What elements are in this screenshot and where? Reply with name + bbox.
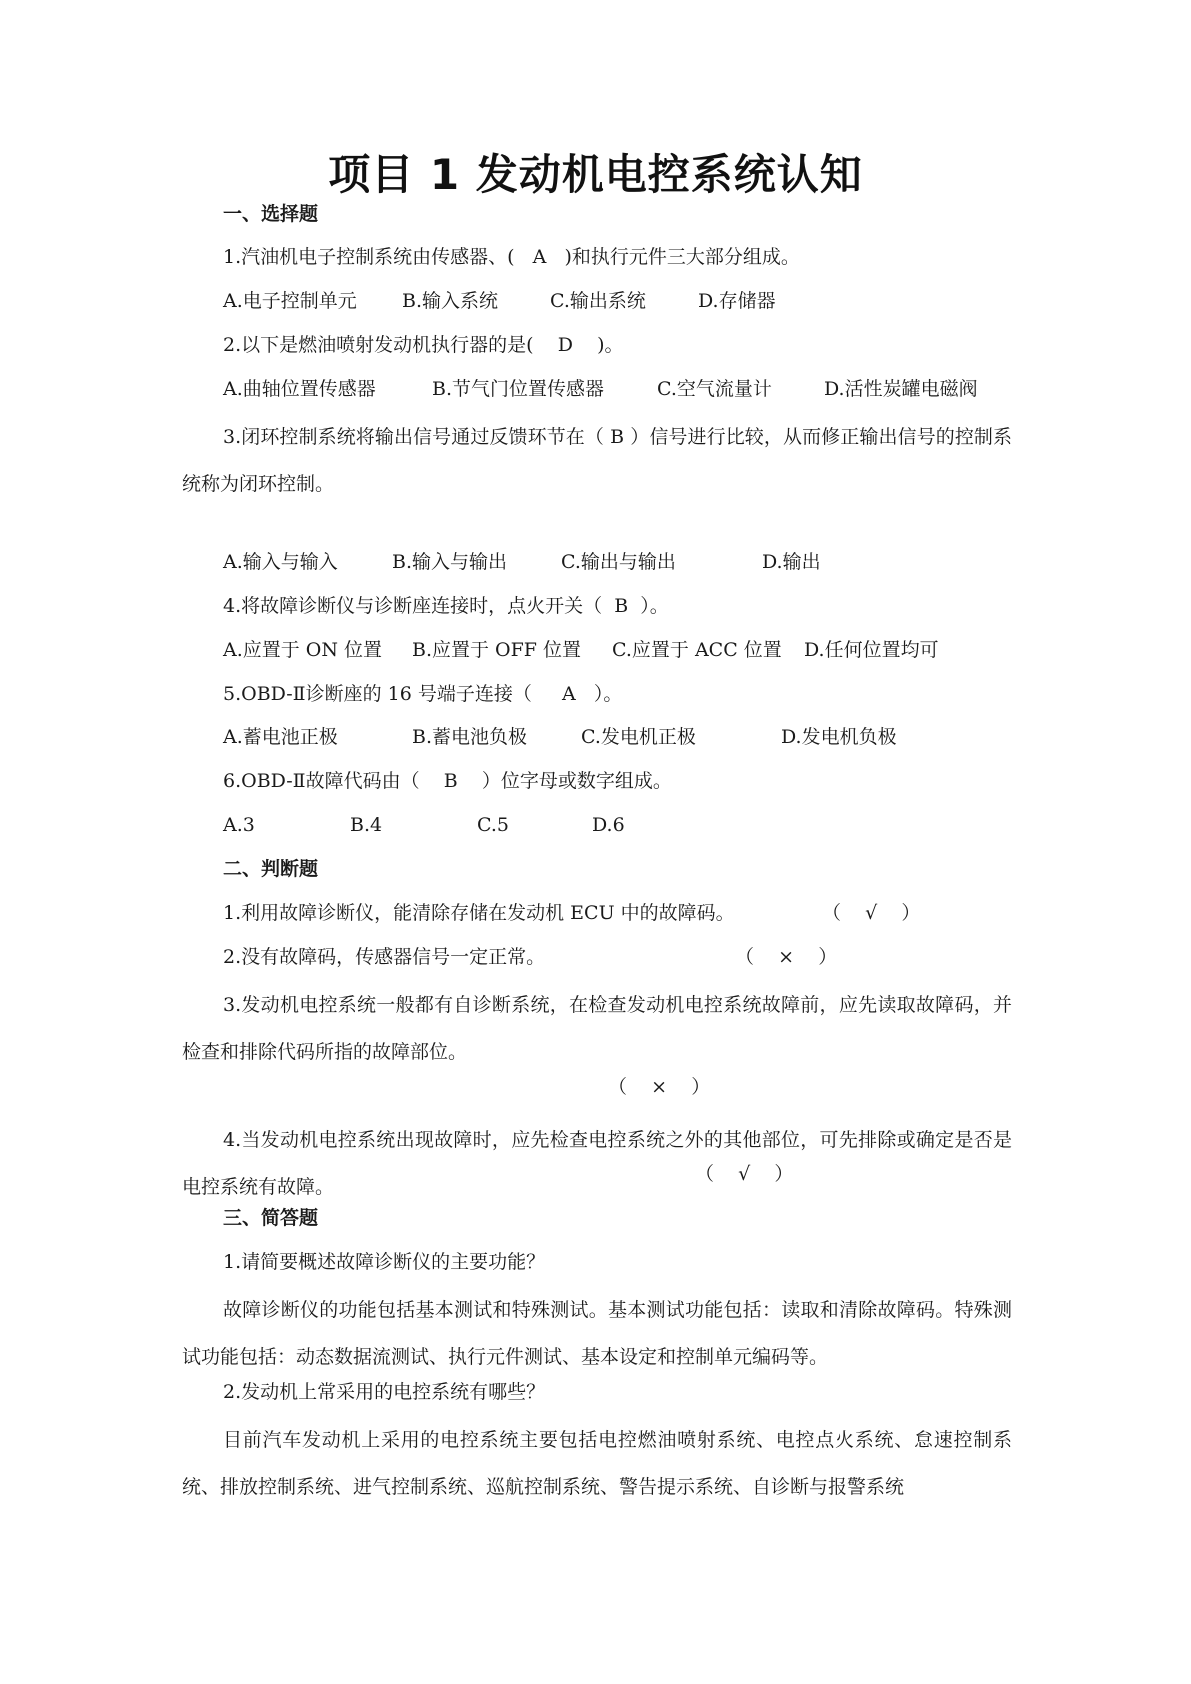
- option-a: A.输入与输入: [223, 551, 338, 573]
- option-b: B.节气门位置传感器: [432, 378, 605, 400]
- option-c: C.输出系统: [550, 290, 646, 312]
- short-question-2: 2.发动机上常采用的电控系统有哪些？: [223, 1381, 546, 1403]
- question-6: 6.OBD-Ⅱ故障代码由（ B ）位字母或数字组成。: [223, 770, 672, 792]
- question-2: 2.以下是燃油喷射发动机执行器的是( D )。: [223, 334, 624, 356]
- option-b: B.4: [350, 814, 383, 836]
- option-c: C.5: [477, 814, 509, 836]
- section-heading-judge: 二、判断题: [223, 858, 319, 880]
- question-1: 1.汽油机电子控制系统由传感器、( A )和执行元件三大部分组成。: [223, 246, 800, 268]
- short-question-1: 1.请简要概述故障诊断仪的主要功能？: [223, 1251, 546, 1273]
- option-a: A.3: [223, 814, 255, 836]
- option-b: B.输入与输出: [392, 551, 508, 573]
- judge-answer-4: （ √ ）: [695, 1163, 794, 1185]
- question-3: 3.闭环控制系统将输出信号通过反馈环节在（ B ）信号进行比较，从而修正输出信号的控制系统称为闭环控制。: [182, 426, 1012, 495]
- option-a: A.蓄电池正极: [223, 726, 338, 748]
- option-b: B.蓄电池负极: [412, 726, 528, 748]
- judge-item-3: [182, 982, 1012, 1076]
- option-c: C.应置于 ACC 位置: [612, 639, 782, 661]
- option-d: D.输出: [762, 551, 821, 573]
- option-c: C.空气流量计: [657, 378, 772, 400]
- question-5: 5.OBD-Ⅱ诊断座的 16 号端子连接（ A ）。: [223, 683, 623, 705]
- judge-item-3-text: 3.发动机电控系统一般都有自诊断系统，在检查发动机电控系统故障前，应先读取故障码，并检查和排除代码所指的故障部位。: [182, 994, 1012, 1063]
- option-d: D.存储器: [698, 290, 776, 312]
- option-d: D.任何位置均可: [804, 639, 939, 661]
- page-title: 项目 1 发动机电控系统认知: [328, 150, 863, 199]
- section-heading-short: 三、简答题: [223, 1207, 319, 1229]
- option-c: C.发电机正极: [581, 726, 696, 748]
- option-c: C.输出与输出: [561, 551, 676, 573]
- option-d: D.发电机负极: [781, 726, 897, 748]
- option-b: B.输入系统: [402, 290, 499, 312]
- short-answer-1: 故障诊断仪的功能包括基本测试和特殊测试。基本测试功能包括：读取和清除故障码。特殊测试功能包括：动态数据流测试、执行元件测试、基本设定和控制单元编码等。: [182, 1299, 1012, 1368]
- judge-item-2: 2.没有故障码，传感器信号一定正常。: [223, 946, 546, 968]
- option-a: A.电子控制单元: [223, 290, 357, 312]
- question-4: 4.将故障诊断仪与诊断座连接时，点火开关（ B ）。: [223, 595, 669, 617]
- option-d: D.活性炭罐电磁阀: [824, 378, 978, 400]
- judge-answer-1: （ √ ）: [822, 902, 921, 924]
- judge-item-1: 1.利用故障诊断仪，能清除存储在发动机 ECU 中的故障码。: [223, 902, 735, 924]
- section-heading-choice: 一、选择题: [223, 203, 319, 225]
- option-a: A.曲轴位置传感器: [223, 378, 376, 400]
- judge-answer-2: （ × ）: [735, 946, 838, 968]
- judge-item-4-text: 4.当发动机电控系统出现故障时，应先检查电控系统之外的其他部位，可先排除或确定是否是电控系统有故障。: [182, 1129, 1012, 1198]
- short-answer-2: 目前汽车发动机上采用的电控系统主要包括电控燃油喷射系统、电控点火系统、怠速控制系统、排放控制系统、进气控制系统、巡航控制系统、警告提示系统、自诊断与报警系统: [182, 1429, 1012, 1498]
- judge-answer-3: （ × ）: [608, 1076, 711, 1098]
- option-b: B.应置于 OFF 位置: [412, 639, 582, 661]
- option-d: D.6: [592, 814, 625, 836]
- option-a: A.应置于 ON 位置: [223, 639, 383, 661]
- judge-item-4: [182, 1117, 1012, 1211]
